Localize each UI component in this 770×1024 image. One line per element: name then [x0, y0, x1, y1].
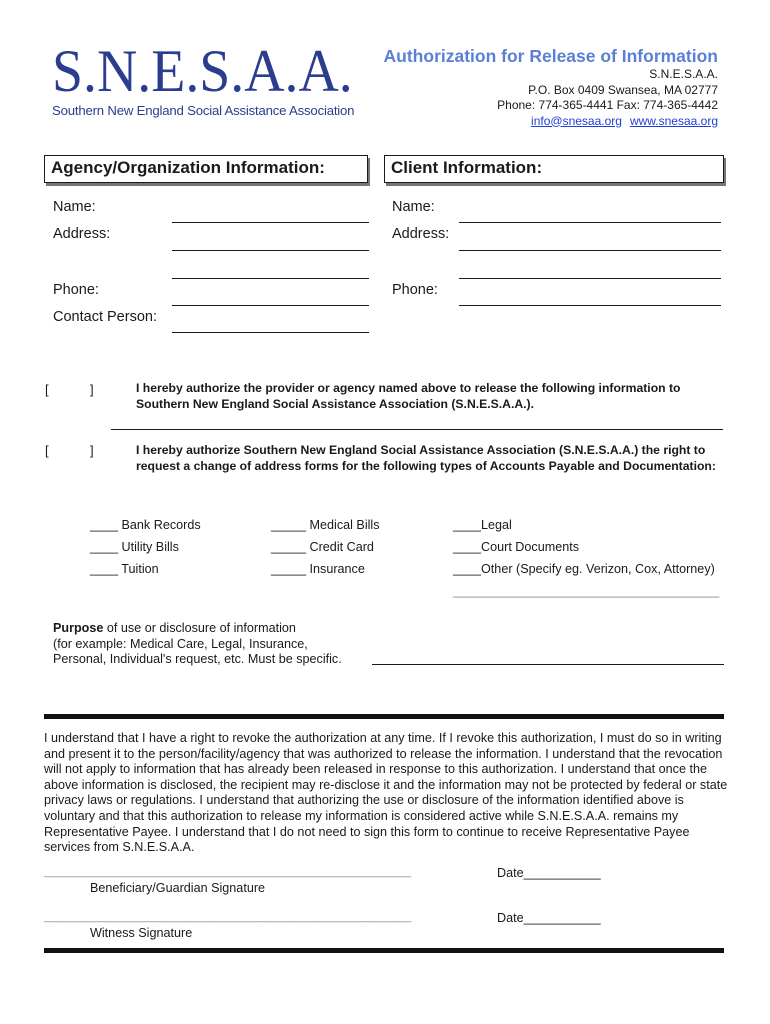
- option-court-documents[interactable]: ____Court Documents: [453, 540, 580, 554]
- client-phone-label: Phone:: [392, 282, 438, 298]
- form-title: Authorization for Release of Information: [383, 46, 718, 66]
- agency-phone-label: Phone:: [53, 282, 99, 298]
- beneficiary-date-field[interactable]: Date___________: [497, 866, 601, 880]
- option-bank-records[interactable]: ____ Bank Records: [90, 518, 201, 532]
- agency-contact-label: Contact Person:: [53, 309, 157, 325]
- option-tuition[interactable]: ____ Tuition: [90, 562, 159, 576]
- option-insurance[interactable]: _____ Insurance: [271, 562, 365, 576]
- logo-mark: S.N.E.S.A.A.: [52, 38, 353, 104]
- agency-address-field-2[interactable]: [172, 278, 369, 279]
- client-name-label: Name:: [392, 199, 435, 215]
- organization-logo: [52, 38, 355, 118]
- beneficiary-signature-field[interactable]: ____________________________________________________________: [44, 866, 412, 878]
- header-org: S.N.E.S.A.A.: [649, 67, 718, 81]
- authorization-1-checkbox-open[interactable]: [: [45, 382, 49, 397]
- purpose-block: [53, 621, 342, 668]
- option-other-specify-field[interactable]: ______________________________________: [453, 584, 720, 598]
- option-medical-bills[interactable]: _____ Medical Bills: [271, 518, 380, 532]
- terms-paragraph: I understand that I have a right to revoke the authorization at any time. If I revoke this authorization, I must do so in writing and present it to the person/facility/agency that was authorized to release the information. I understand that the revocation will not apply to information that has already been released in response to this authorization. I understand that once the above information is disclosed, the recipient may re-disclose it and the information may not be protected by federal or state privacy laws or regulations. I understand that authorizing the use or disclosure of the information identified above is voluntary and that this authorization to release my information is considered active while S.N.E.S.A.A. remains my Representative Payee. I understand that I do not need to sign this form to continue to receive Representative Payee services from S.N.E.S.A.A.: [44, 731, 728, 855]
- authorization-2-text: I hereby authorize Southern New England Social Assistance Association (S.N.E.S.A.A.) the right to request a change of address forms for the following types of Accounts Payable and Documentation:: [136, 443, 716, 473]
- option-other[interactable]: ____Other (Specify eg. Verizon, Cox, Attorney): [453, 562, 715, 576]
- form-header: [384, 45, 718, 129]
- authorization-2-checkbox-open[interactable]: [: [45, 443, 49, 458]
- header-phone-fax: Phone: 774-365-4441 Fax: 774-365-4442: [497, 98, 718, 112]
- agency-name-label: Name:: [53, 199, 96, 215]
- witness-signature-label: Witness Signature: [90, 926, 193, 940]
- agency-address-field-1[interactable]: [172, 250, 369, 251]
- option-credit-card[interactable]: _____ Credit Card: [271, 540, 374, 554]
- client-address-field-2[interactable]: [459, 278, 721, 279]
- website-link[interactable]: www.snesaa.org: [629, 113, 718, 128]
- purpose-bold-label: Purpose: [53, 621, 104, 635]
- section-divider-bottom: [44, 948, 724, 953]
- option-utility-bills[interactable]: ____ Utility Bills: [90, 540, 179, 554]
- authorization-1-checkbox-close[interactable]: ]: [90, 382, 94, 397]
- section-divider-top: [44, 714, 724, 719]
- agency-phone-field[interactable]: [172, 305, 369, 306]
- beneficiary-signature-label: Beneficiary/Guardian Signature: [90, 881, 266, 895]
- purpose-field[interactable]: [372, 664, 724, 665]
- authorization-1-text: I hereby authorize the provider or agency named above to release the following information to Southern New England Social Assistance Association (S.N.E.S.A.A.).: [136, 381, 681, 411]
- client-address-field-1[interactable]: [459, 250, 721, 251]
- email-link[interactable]: info@snesaa.org: [531, 113, 622, 128]
- witness-signature-field[interactable]: ____________________________________________________________: [44, 911, 412, 923]
- witness-date-field[interactable]: Date___________: [497, 911, 601, 925]
- client-phone-field[interactable]: [459, 305, 721, 306]
- logo-subtitle: Southern New England Social Assistance Association: [52, 103, 355, 118]
- client-name-field[interactable]: [459, 222, 721, 223]
- header-links: [384, 114, 718, 130]
- header-address: P.O. Box 0409 Swansea, MA 02777: [528, 82, 718, 97]
- option-legal[interactable]: ____Legal: [453, 518, 512, 532]
- purpose-line-2: (for example: Medical Care, Legal, Insurance,: [53, 636, 308, 651]
- purpose-line-1: of use or disclosure of information: [103, 621, 296, 635]
- agency-section-heading: Agency/Organization Information:: [44, 155, 368, 183]
- client-address-label: Address:: [392, 226, 450, 242]
- authorization-1-info-field[interactable]: [111, 429, 723, 430]
- agency-name-field[interactable]: [172, 222, 369, 223]
- purpose-line-3: Personal, Individual's request, etc. Must be specific.: [53, 652, 342, 666]
- client-section-heading: Client Information:: [384, 155, 724, 183]
- authorization-2-checkbox-close[interactable]: ]: [90, 443, 94, 458]
- agency-address-label: Address:: [53, 226, 111, 242]
- agency-contact-field[interactable]: [172, 332, 369, 333]
